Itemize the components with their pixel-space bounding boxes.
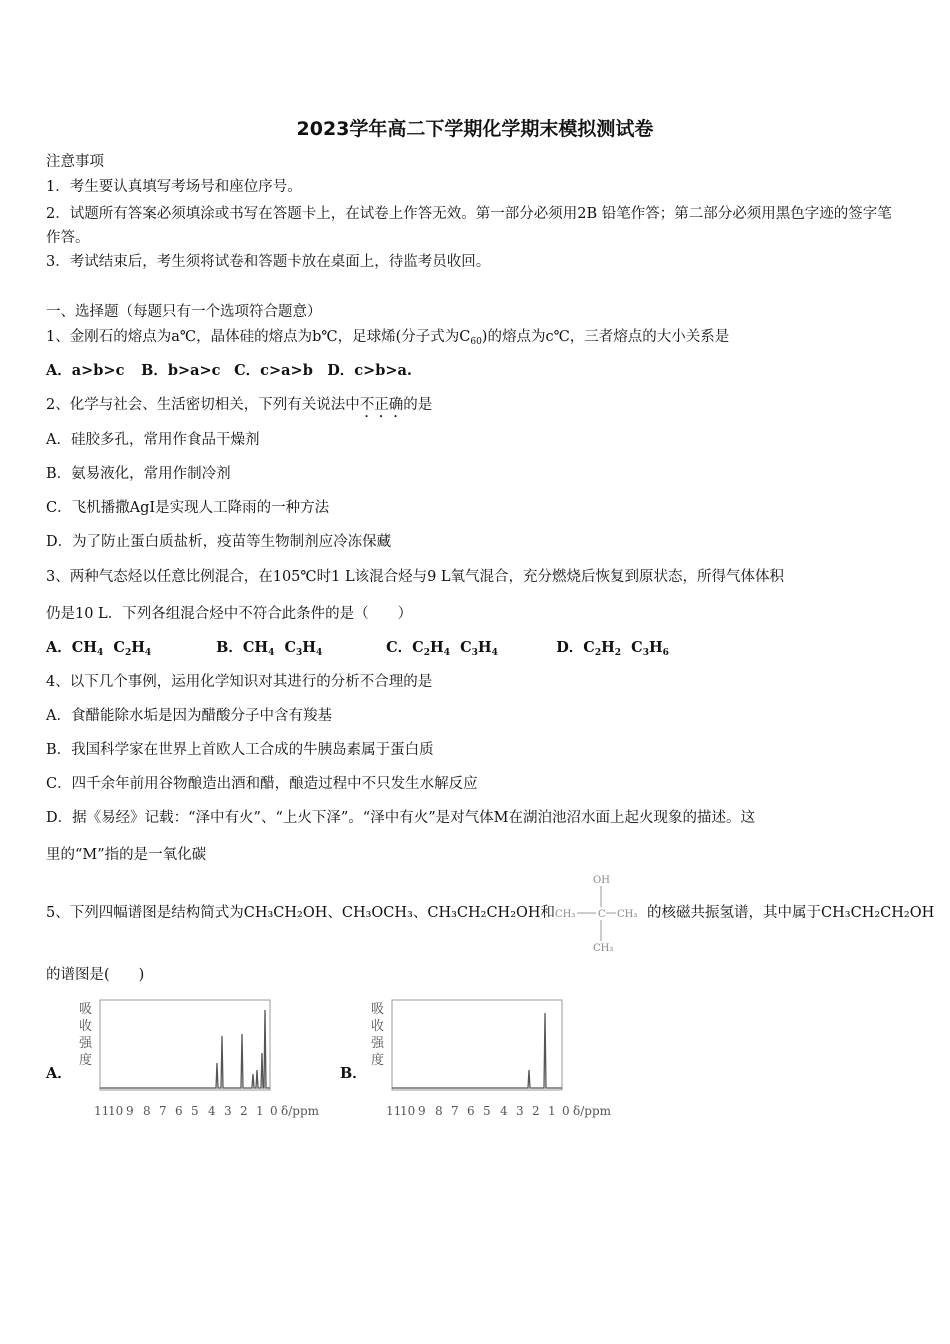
question-4-stem: 4、以下几个事例，运用化学知识对其进行的分析不合理的是 [46, 674, 433, 690]
svg-text:强: 强 [79, 1036, 93, 1051]
question-4-option-a[interactable]: A．食醋能除水垢是因为醋酸分子中含有羧基 [46, 708, 332, 724]
svg-text:收: 收 [79, 1019, 93, 1034]
svg-text:6: 6 [175, 1104, 183, 1118]
svg-text:1: 1 [548, 1104, 556, 1118]
question-5-stem-line2: 的谱图是( ) [46, 967, 145, 983]
structure-right-label: CH₃ [617, 909, 638, 920]
option-a[interactable]: A．$CH_4$ $C_2H_4$ [46, 639, 152, 658]
svg-text:4: 4 [208, 1104, 216, 1118]
svg-text:δ/ppm: δ/ppm [281, 1104, 320, 1118]
option-d[interactable]: D．c>b>a. [327, 362, 412, 379]
structure-top-label: OH [593, 875, 610, 886]
svg-text:8: 8 [435, 1104, 443, 1118]
question-5-stem: 5、下列四幅谱图是结构简式为CH₃CH₂OH、CH₃OCH₃、CH₃CH₂CH₂OH和 OH CH₃ C CH₃ CH₃ 的核磁共振氢谱，其中属于CH₃CH₂CH₂OH [46, 875, 935, 954]
question-3-options [46, 638, 669, 658]
svg-text:3: 3 [224, 1104, 232, 1118]
structure-left-label: CH₃ [555, 909, 576, 920]
question-3-stem-line1: 3、两种气态烃以任意比例混合，在105℃时1 L该混合烃与9 L氧气混合，充分燃烧后恢复到原状态，所得气体体积 [46, 569, 785, 585]
svg-text:收: 收 [371, 1019, 385, 1034]
question-1-stem: 1、金刚石的熔点为a℃，晶体硅的熔点为b℃，足球烯(分子式为$C_{60}$)的熔点为c℃，三者熔点的大小关系是 [46, 329, 730, 347]
question-1-options [46, 361, 412, 381]
svg-text:吸: 吸 [79, 1002, 93, 1017]
option-c[interactable]: C．$C_2H_4$ $C_3H_4$ [386, 639, 498, 658]
structure-bottom-label: CH₃ [593, 943, 614, 954]
question-2-option-b[interactable]: B．氨易液化，常用作制冷剂 [46, 466, 231, 482]
spectrum-b-chart [362, 998, 622, 1123]
svg-text:9: 9 [418, 1104, 426, 1118]
spectrum-b-xticks [386, 1104, 612, 1118]
spectrum-a-xticks [94, 1104, 320, 1118]
svg-text:7: 7 [451, 1104, 459, 1118]
svg-text:2: 2 [240, 1104, 248, 1118]
svg-text:2: 2 [532, 1104, 540, 1118]
question-3-stem-line2: 仍是10 L．下列各组混合烃中不符合此条件的是（ ） [46, 606, 413, 622]
option-a[interactable]: A．a>b>c [46, 362, 125, 379]
page-title: 2023学年高二下学期化学期末模拟测试卷 [296, 118, 654, 140]
question-4-option-c[interactable]: C．四千余年前用谷物酿造出酒和醋，酿造过程中不只发生水解反应 [46, 776, 478, 792]
spectrum-a-chart [70, 998, 330, 1123]
svg-text:5: 5 [191, 1104, 199, 1118]
svg-text:度: 度 [79, 1053, 93, 1068]
svg-text:强: 强 [371, 1036, 385, 1051]
notice-item-3: 3．考试结束后，考生须将试卷和答题卡放在桌面上，待监考员收回。 [46, 254, 491, 270]
svg-text:6: 6 [467, 1104, 475, 1118]
option-d[interactable]: D．$C_2H_2$ $C_3H_6$ [556, 639, 669, 658]
svg-text:0: 0 [562, 1104, 570, 1118]
svg-text:8: 8 [143, 1104, 151, 1118]
structure-center-label: C [598, 909, 606, 920]
question-4-option-d[interactable]: D．据《易经》记载：“泽中有火”、“上火下泽”。“泽中有火”是对气体M在湖泊池沼水面上起火现象的描述。这 [46, 810, 755, 826]
svg-text:11: 11 [94, 1104, 110, 1118]
spectrum-a-label[interactable]: A． [46, 1065, 72, 1082]
question-4-option-b[interactable]: B．我国科学家在世界上首欧人工合成的牛胰岛素属于蛋白质 [46, 742, 434, 758]
svg-text:11: 11 [386, 1104, 402, 1118]
svg-text:0: 0 [270, 1104, 278, 1118]
question-2-stem: 2、化学与社会、生活密切相关，下列有关说法中不正确的是 [46, 397, 433, 413]
svg-text:吸: 吸 [371, 1002, 385, 1017]
question-2-option-a[interactable]: A．硅胶多孔，常用作食品干燥剂 [46, 432, 260, 448]
section-heading: 一、选择题（每题只有一个选项符合题意） [46, 304, 322, 320]
question-4-option-d-continued: 里的“M”指的是一氧化碳 [46, 847, 207, 863]
svg-text:10: 10 [108, 1104, 124, 1118]
svg-text:10: 10 [400, 1104, 416, 1118]
tert-butanol-structure [555, 875, 647, 954]
svg-text:7: 7 [159, 1104, 167, 1118]
option-b[interactable]: B．$CH_4$ $C_3H_4$ [216, 639, 323, 658]
question-2-option-d[interactable]: D．为了防止蛋白质盐析，疫苗等生物制剂应冷冻保藏 [46, 534, 392, 550]
option-c[interactable]: C．c>a>b [234, 362, 313, 379]
option-b[interactable]: B．b>a>c [141, 362, 221, 379]
notice-item-1: 1．考生要认真填写考场号和座位序号。 [46, 179, 302, 195]
svg-text:4: 4 [500, 1104, 508, 1118]
notice-item-2: 2．试题所有答案必须填涂或书写在答题卡上，在试卷上作答无效。第一部分必须用2B 铅笔作答；第二部分必须用黑色字迹的签字笔作答。 [46, 206, 892, 246]
svg-text:1: 1 [256, 1104, 264, 1118]
question-2-option-c[interactable]: C．飞机播撒AgI是实现人工降雨的一种方法 [46, 500, 330, 516]
svg-text:δ/ppm: δ/ppm [573, 1104, 612, 1118]
notice-heading: 注意事项 [46, 154, 104, 170]
svg-text:3: 3 [516, 1104, 524, 1118]
svg-text:5: 5 [483, 1104, 491, 1118]
svg-text:度: 度 [371, 1053, 385, 1068]
spectrum-b-label[interactable]: B． [340, 1065, 367, 1082]
svg-text:9: 9 [126, 1104, 134, 1118]
